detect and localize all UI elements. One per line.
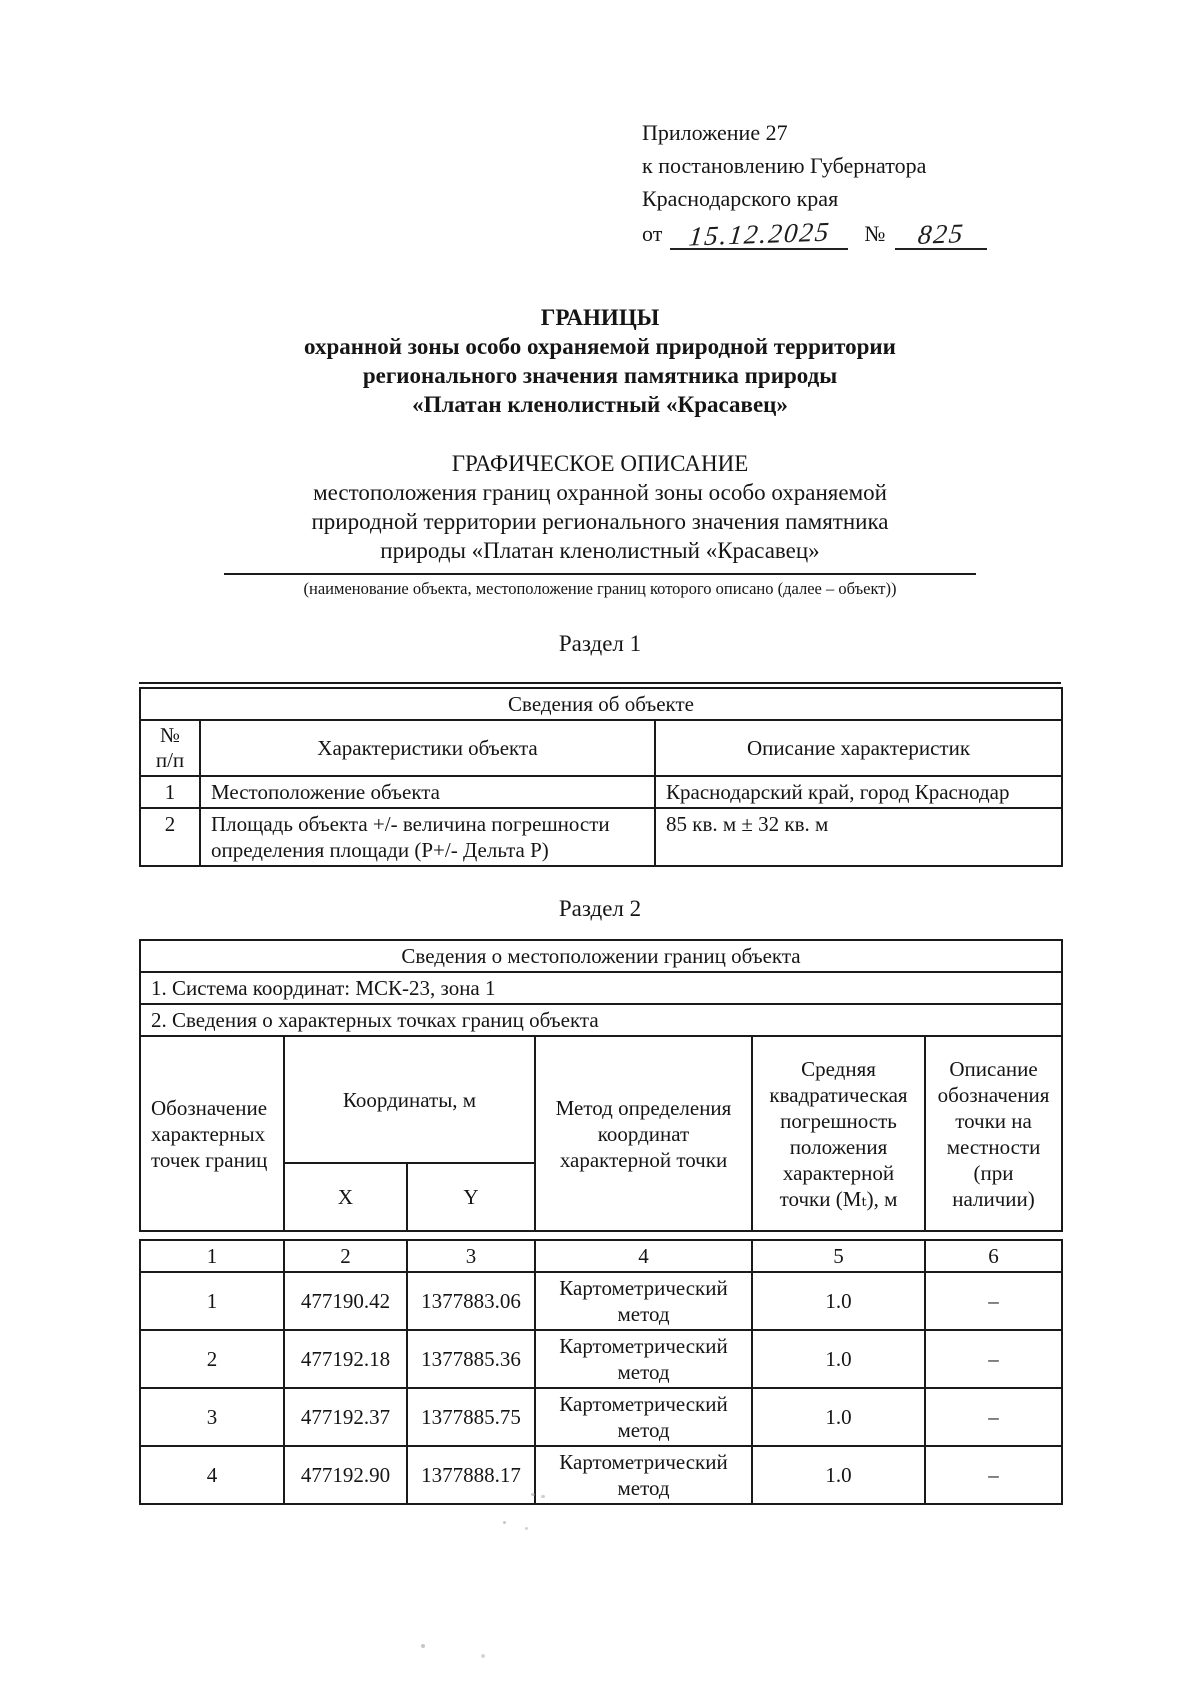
column-header-description: Описание характеристик [655,720,1062,776]
method-cell: Картометрический метод [535,1446,752,1504]
title-line: охранной зоны особо охраняемой природной территории [304,334,896,359]
subtitle-line: ГРАФИЧЕСКОЕ ОПИСАНИЕ [451,451,749,476]
method-cell: Картометрический метод [535,1388,752,1446]
method-cell: Картометрический метод [535,1330,752,1388]
number-value-slot [895,218,987,250]
rmse-cell: 1.0 [752,1330,925,1388]
column-header-characteristics: Характеристики объекта [200,720,655,776]
table-row [140,1388,1062,1446]
section-1-title: Раздел 1 [558,631,642,656]
boundaries-table-header [139,939,1063,1232]
coordinate-x-cell: 477192.18 [284,1330,407,1388]
point-description-cell: – [925,1272,1062,1330]
table-row [140,1272,1062,1330]
column-header-point-designation: Обозначение характерных точек границ [140,1036,284,1231]
table-row [140,808,1062,866]
title-line: ГРАНИЦЫ [540,305,660,330]
rmse-cell: 1.0 [752,1388,925,1446]
table-row [140,776,1062,808]
section-2-title: Раздел 2 [558,896,642,921]
date-number-line [642,217,1082,250]
handwritten-number: 825 [916,218,967,250]
point-number-cell: 4 [140,1446,284,1504]
subtitle-line: природной территории регионального значения памятника [311,509,889,534]
description-cell: 85 кв. м ± 32 кв. м [655,808,1062,866]
row-number-cell: 1 [140,776,200,808]
coordinate-system-row [140,972,1062,1004]
characteristic-points-row [140,1004,1062,1036]
characteristic-cell: Площадь объекта +/- величина погрешности определения площади (Р+/- Дельта Р) [200,808,655,866]
point-description-cell: – [925,1388,1062,1446]
subtitle-line: местоположения границ охранной зоны особо охраняемой [313,480,887,505]
column-number: 5 [752,1240,925,1272]
table-caption: Сведения об объекте [140,688,1062,720]
date-label: от [642,221,663,246]
rmse-cell: 1.0 [752,1272,925,1330]
characteristic-cell: Местоположение объекта [200,776,655,808]
title-line: регионального значения памятника природы [362,363,838,388]
table-header-row [140,720,1062,776]
coordinate-x-cell: 477192.90 [284,1446,407,1504]
column-header-point-description: Описание обозначения точки на местности (при наличии) [925,1036,1062,1231]
num-header-top: № [159,723,181,747]
document-content [139,303,1061,1505]
decree-line: к постановлению Губернатора [642,153,927,178]
region-line: Краснодарского края [642,186,839,211]
column-number: 2 [284,1240,407,1272]
characteristic-points-note: 2. Сведения о характерных точках границ объекта [140,1004,1062,1036]
column-header-rmse: Средняя квадратическая погрешность положения характерной точки (Mₜ), м [752,1036,925,1231]
object-info-table-wrap [139,682,1061,867]
table-row [140,1446,1062,1504]
column-header-method: Метод определения координат характерной точки [535,1036,752,1231]
graphic-description-heading [139,449,1061,565]
object-name-caption: (наименование объекта, местоположение границ которого описано (далее – объект)) [303,579,897,598]
table-caption: Сведения о местоположении границ объекта [140,940,1062,972]
coordinate-y-cell: 1377885.36 [407,1330,535,1388]
coordinate-system-note: 1. Система координат: МСК-23, зона 1 [140,972,1062,1004]
column-number: 3 [407,1240,535,1272]
scan-artifact [531,1493,535,1496]
coordinate-y-cell: 1377883.06 [407,1272,535,1330]
description-cell: Краснодарский край, город Краснодар [655,776,1062,808]
subtitle-line: природы «Платан кленолистный «Красавец» [380,538,820,563]
table-header-row [140,1036,1062,1163]
point-number-cell: 3 [140,1388,284,1446]
object-name-underline [224,573,976,575]
column-number: 6 [925,1240,1062,1272]
coordinate-x-cell: 477192.37 [284,1388,407,1446]
number-label: № [864,221,886,246]
point-number-cell: 1 [140,1272,284,1330]
method-cell: Картометрический метод [535,1272,752,1330]
column-numbering-row [140,1240,1062,1272]
coordinate-y-cell: 1377885.75 [407,1388,535,1446]
appendix-line: Приложение 27 [642,120,788,145]
approval-block [642,116,1082,250]
point-number-cell: 2 [140,1330,284,1388]
table-row [140,1330,1062,1388]
table-caption-row [140,688,1062,720]
point-description-cell: – [925,1330,1062,1388]
column-number: 1 [140,1240,284,1272]
table-caption-row [140,940,1062,972]
handwritten-date: 15.12.2025 [687,216,832,252]
coordinate-y-cell: 1377888.17 [407,1446,535,1504]
row-number-cell: 2 [140,808,200,866]
column-header-x: X [284,1163,407,1231]
object-info-table [139,687,1063,867]
column-header-coordinates: Координаты, м [284,1036,535,1163]
scan-artifact [503,1521,506,1524]
rmse-cell: 1.0 [752,1446,925,1504]
num-header-bottom: п/п [155,748,185,772]
document-title [139,303,1061,419]
boundaries-table-body [139,1239,1063,1505]
column-header-num [140,720,200,776]
scan-artifact [421,1644,425,1648]
column-header-y: Y [407,1163,535,1231]
date-value-slot [670,218,848,250]
column-number: 4 [535,1240,752,1272]
title-line: «Платан кленолистный «Красавец» [412,392,788,417]
coordinate-x-cell: 477190.42 [284,1272,407,1330]
point-description-cell: – [925,1446,1062,1504]
